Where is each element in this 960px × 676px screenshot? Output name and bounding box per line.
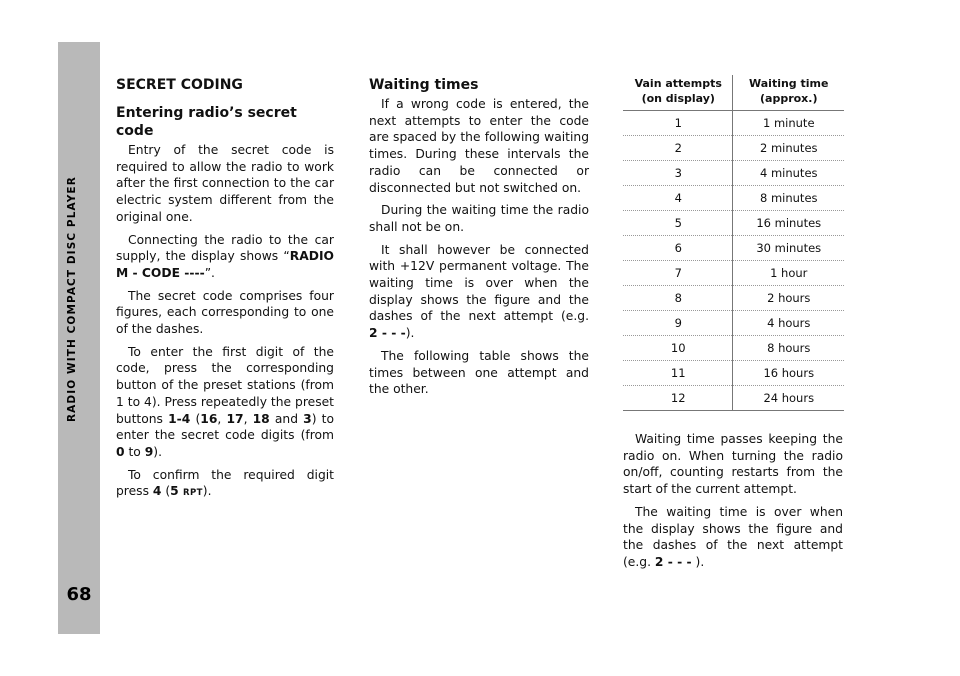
attempt-cell: 1 bbox=[674, 116, 682, 130]
sub-heading: Entering radio’s secret code bbox=[116, 105, 297, 139]
paragraph: During the waiting time the radio shall not be on. bbox=[369, 203, 589, 234]
paragraph: Entry of the secret code is required to allow the radio to work after the first connection to the car electric system different from the original one. bbox=[116, 143, 334, 224]
waiting-time-cell: 30 minutes bbox=[756, 241, 822, 255]
table-row bbox=[623, 336, 844, 361]
section-heading: Waiting times bbox=[369, 77, 479, 93]
table-divider bbox=[732, 75, 733, 410]
attempt-cell: 8 bbox=[674, 291, 682, 305]
attempt-cell: 11 bbox=[670, 366, 686, 380]
waiting-times-table bbox=[623, 75, 844, 411]
table-row bbox=[623, 386, 844, 410]
attempt-cell: 2 bbox=[674, 141, 682, 155]
waiting-time-cell: 8 hours bbox=[767, 341, 811, 355]
section-heading: SECRET CODING bbox=[116, 77, 243, 93]
waiting-time-cell: 16 minutes bbox=[756, 216, 822, 230]
page-number: 68 bbox=[66, 584, 92, 605]
waiting-time-cell: 1 hour bbox=[770, 266, 808, 280]
table-row bbox=[623, 261, 844, 286]
paragraph: Waiting time passes keeping the radio on. When turning the radio on/off, counting restarts from the start of the current attempt. bbox=[623, 432, 843, 497]
table-body bbox=[623, 111, 844, 410]
attempt-cell: 9 bbox=[674, 316, 682, 330]
table-row bbox=[623, 286, 844, 311]
waiting-time-cell: 4 hours bbox=[767, 316, 811, 330]
table-header bbox=[623, 75, 844, 111]
attempt-cell: 7 bbox=[674, 266, 682, 280]
table-row bbox=[623, 161, 844, 186]
attempt-cell: 6 bbox=[674, 241, 682, 255]
table-row bbox=[623, 111, 844, 136]
table-row bbox=[623, 136, 844, 161]
paragraph: It shall however be connected with +12V permanent voltage. The waiting time is over when the display shows the figure and the dashes of the next attempt (e.g. 2 - - -). bbox=[369, 242, 589, 341]
header-attempts: Vain attempts (on display) bbox=[634, 77, 722, 105]
waiting-time-cell: 16 hours bbox=[763, 366, 815, 380]
attempt-cell: 12 bbox=[670, 391, 686, 405]
sidebar bbox=[58, 42, 100, 634]
paragraph: To enter the first digit of the code, press the corresponding button of the preset stations (from 1 to 4). Press repeatedly the preset buttons 1-4 (16, 17, 18 and 3) to enter the secret code digits (from 0 to 9). bbox=[116, 344, 334, 459]
paragraph: If a wrong code is entered, the next attempts to enter the code are spaced by the following waiting times. During these intervals the radio can be connected or disconnected but not switched on. bbox=[369, 97, 589, 195]
waiting-time-cell: 2 minutes bbox=[759, 141, 818, 155]
waiting-time-cell: 4 minutes bbox=[759, 166, 818, 180]
attempt-cell: 4 bbox=[674, 191, 682, 205]
header-waiting: Waiting time (approx.) bbox=[749, 77, 829, 105]
paragraph: Connecting the radio to the car supply, the display shows “RADIO M - CODE ----”. bbox=[116, 232, 334, 280]
table-row bbox=[623, 361, 844, 386]
waiting-time-cell: 8 minutes bbox=[759, 191, 818, 205]
paragraph: The following table shows the times between one attempt and the other. bbox=[369, 348, 589, 397]
column-waiting-times bbox=[369, 76, 589, 404]
waiting-time-cell: 1 minute bbox=[762, 116, 815, 130]
column-secret-coding bbox=[116, 76, 334, 508]
column-notes bbox=[623, 431, 843, 577]
paragraph: The secret code comprises four figures, each corresponding to one of the dashes. bbox=[116, 288, 334, 337]
attempt-cell: 5 bbox=[674, 216, 682, 230]
display-code-text: RADIO M - CODE ---- bbox=[116, 249, 334, 280]
waiting-time-cell: 24 hours bbox=[763, 391, 815, 405]
table-row bbox=[623, 236, 844, 261]
section-title-vertical: RADIO WITH COMPACT DISC PLAYER bbox=[66, 176, 78, 422]
attempt-cell: 3 bbox=[674, 166, 682, 180]
waiting-time-cell: 2 hours bbox=[767, 291, 811, 305]
table-row bbox=[623, 311, 844, 336]
attempt-cell: 10 bbox=[670, 341, 686, 355]
table-row bbox=[623, 186, 844, 211]
paragraph: The waiting time is over when the display shows the figure and the dashes of the next attempt (e.g. 2 - - - ). bbox=[623, 504, 843, 569]
paragraph: To confirm the required digit press 4 (5 RPT). bbox=[116, 467, 334, 499]
table-row bbox=[623, 211, 844, 236]
